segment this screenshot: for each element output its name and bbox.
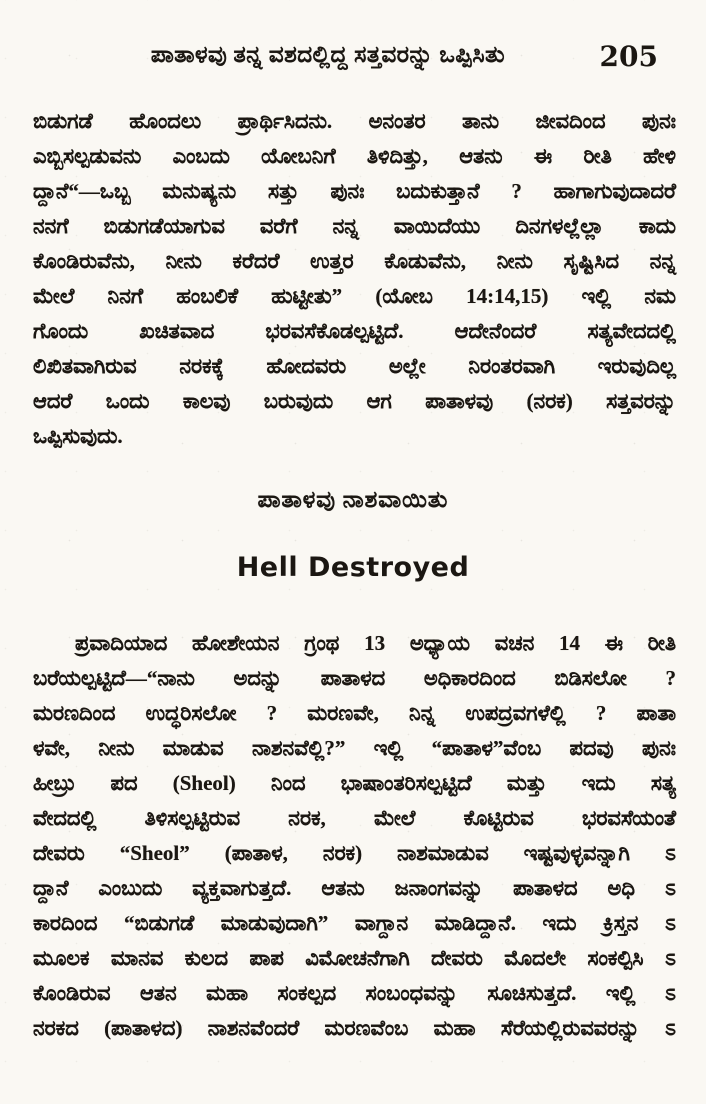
text-line: ಳವೇ, ನೀನು ಮಾಡುವ ನಾಶನವೆಲ್ಲಿ?” ಇಲ್ಲಿ “ಪಾತಾಳ”ವೆಂಬ ಪದವು ಪುನಃ [33,736,676,760]
text-line: ಕೊಂಡಿರುವೆನು, ನೀನು ಕರೆದರೆ ಉತ್ತರ ಕೊಡುವೆನು, ನೀನು ಸೃಷ್ಟಿಸಿದ ನನ್ನ [33,249,676,273]
body-paragraph-1 [33,104,676,454]
text-line: ಒಪ್ಪಿಸುವುದು. [33,424,123,448]
text-line: ಲಿಖಿತವಾಗಿರುವ ನರಕಕ್ಕೆ ಹೋದವರು ಅಲ್ಲೇ ನಿರಂತರವಾಗಿ ಇರುವುದಿಲ್ಲ [33,354,676,378]
text-line: ಹೀಬ್ರು ಪದ (Sheol) ನಿಂದ ಭಾಷಾಂತರಿಸಲ್ಪಟ್ಟಿದೆ ಮತ್ತು ಇದು ಸತ್ಯ [33,771,676,795]
text-line: ನನಗೆ ಬಿಡುಗಡೆಯಾಗುವ ವರೆಗೆ ನನ್ನ ವಾಯಿದೆಯು ದಿನಗಳಲ್ಲೆಲ್ಲಾ ಕಾದು [33,214,676,238]
text-line: ನರಕದ (ಪಾತಾಳದ) ನಾಶನವೆಂದರೆ ಮರಣವೆಂಬ ಮಹಾ ಸೆರೆಯಲ್ಲಿರುವವರನ್ನು ಽ [33,1016,676,1040]
text-line: ಬರೆಯಲ್ಪಟ್ಟಿದೆ—“ನಾನು ಅದನ್ನು ಪಾತಾಳದ ಅಧಿಕಾರದಿಂದ ಬಿಡಿಸಲೋ ? [33,666,676,690]
text-line: ದ್ದಾನೆ ಎಂಬುದು ವ್ಯಕ್ತವಾಗುತ್ತದೆ. ಆತನು ಜನಾಂಗವನ್ನು ಪಾತಾಳದ ಅಧಿ ಽ [33,876,676,900]
text-line: ಕಾರದಿಂದ “ಬಿಡುಗಡೆ ಮಾಡುವುದಾಗಿ” ವಾಗ್ದಾನ ಮಾಡಿದ್ದಾನೆ. ಇದು ಕ್ರಿಸ್ತನ ಽ [33,911,676,935]
running-title: ಪಾತಾಳವು ತನ್ನ ವಶದಲ್ಲಿದ್ದ ಸತ್ತವರನ್ನು ಒಪ್ಪಿಸಿತು [150,42,506,67]
section-heading-kannada: ಪಾತಾಳವು ನಾಶವಾಯಿತು [257,487,449,512]
text-line: ಮೂಲಕ ಮಾನವ ಕುಲದ ಪಾಪ ವಿಮೋಚನೆಗಾಗಿ ದೇವರು ಮೊದಲೇ ಸಂಕಲ್ಪಿಸಿ ಽ [33,946,676,970]
page-number: 205 [599,40,658,73]
body-paragraph-2 [33,626,676,1046]
text-line: ಕೊಂಡಿರುವ ಆತನ ಮಹಾ ಸಂಕಲ್ಪದ ಸಂಬಂಧವನ್ನು ಸೂಚಿಸುತ್ತದೆ. ಇಲ್ಲಿ ಽ [33,981,676,1005]
text-line: ಎಬ್ಬಿಸಲ್ಪಡುವನು ಎಂಬದು ಯೋಬನಿಗೆ ತಿಳಿದಿತ್ತು, ಆತನು ಈ ರೀತಿ ಹೇಳಿ [33,144,676,168]
text-line: ದೇವರು “Sheol” (ಪಾತಾಳ, ನರಕ) ನಾಶಮಾಡುವ ಇಷ್ಟವುಳ್ಳವನ್ನಾಗಿ ಽ [33,841,676,865]
text-line: ಮರಣದಿಂದ ಉದ್ಧರಿಸಲೋ ? ಮರಣವೇ, ನಿನ್ನ ಉಪದ್ರವಗಳೆಲ್ಲಿ ? ಪಾತಾ [33,701,676,725]
section-heading-english: Hell Destroyed [236,552,470,583]
page-header [36,42,670,86]
text-line: ದ್ದಾನೆ“—ಒಬ್ಬ ಮನುಷ್ಯನು ಸತ್ತು ಪುನಃ ಬದುಕುತ್ತಾನೆ ? ಹಾಗಾಗುವುದಾದರೆ [33,179,676,203]
text-line: ವೇದದಲ್ಲಿ ತಿಳಿಸಲ್ಪಟ್ಟಿರುವ ನರಕ, ಮೇಲೆ ಕೊಟ್ಟಿರುವ ಭರವಸೆಯಂತೆ [33,806,676,830]
text-line: ಬಿಡುಗಡೆ ಹೊಂದಲು ಪ್ರಾರ್ಥಿಸಿದನು. ಅನಂತರ ತಾನು ಜೀವದಿಂದ ಪುನಃ [33,109,676,133]
text-line: ಆದರೆ ಒಂದು ಕಾಲವು ಬರುವುದು ಆಗ ಪಾತಾಳವು (ನರಕ) ಸತ್ತವರನ್ನು [33,389,676,413]
text-line: ಮೇಲೆ ನಿನಗೆ ಹಂಬಲಿಕೆ ಹುಟ್ಟೀತು” (ಯೋಬ 14:14,15) ಇಲ್ಲಿ ನಮ [33,284,676,308]
text-line: ಪ್ರವಾದಿಯಾದ ಹೋಶೇಯನ ಗ್ರಂಥ 13 ಅಧ್ಯಾಯ ವಚನ 14 ಈ ರೀತಿ [75,631,676,655]
text-line: ಗೊಂದು ಖಚಿತವಾದ ಭರವಸೆಕೊಡಲ್ಪಟ್ಟಿದೆ. ಆದೇನೆಂದರೆ ಸತ್ಯವೇದದಲ್ಲಿ [33,319,676,343]
